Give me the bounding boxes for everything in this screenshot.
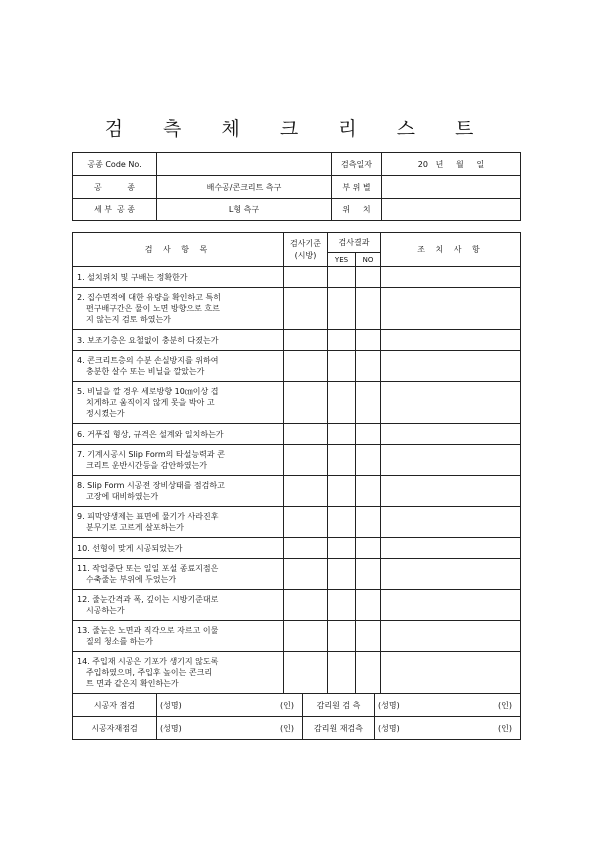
label-part: 부 위 별: [332, 176, 382, 199]
checklist-action-cell[interactable]: [381, 382, 521, 424]
checklist-row: [73, 330, 521, 351]
checklist-action-cell[interactable]: [381, 652, 521, 694]
label-location: 위 치: [332, 199, 382, 221]
checklist-action-cell[interactable]: [381, 507, 521, 538]
checklist-item-text: [73, 351, 284, 382]
checklist-yes-cell[interactable]: [328, 538, 356, 559]
checklist-yes-cell[interactable]: [328, 330, 356, 351]
checklist-no-cell[interactable]: [356, 288, 381, 330]
contractor-recheck-label: 시공자재점검: [73, 717, 157, 740]
checklist-row: [73, 382, 521, 424]
supervisor-reinspect-label: 감리원 재검측: [303, 717, 375, 740]
checklist-item-text: [73, 288, 284, 330]
checklist-no-cell[interactable]: [356, 590, 381, 621]
supervisor-inspect-label: 감리원 검 측: [303, 694, 375, 717]
checklist-item-text: [73, 621, 284, 652]
checklist-basis-cell[interactable]: [284, 445, 328, 476]
checklist-item-line: 시공하는가: [86, 606, 125, 615]
checklist-row: [73, 445, 521, 476]
checklist-action-cell[interactable]: [381, 267, 521, 288]
col-basis-sub-label: (시방): [294, 250, 317, 260]
header-table: [72, 152, 521, 221]
checklist-action-cell[interactable]: [381, 330, 521, 351]
checklist-item-text: [73, 538, 284, 559]
checklist-action-cell[interactable]: [381, 351, 521, 382]
checklist-yes-cell[interactable]: [328, 559, 356, 590]
checklist-yes-cell[interactable]: [328, 288, 356, 330]
checklist-basis-cell[interactable]: [284, 476, 328, 507]
checklist-item-text: [73, 330, 284, 351]
checklist-basis-cell[interactable]: [284, 267, 328, 288]
checklist-item-line: 고장에 대비하였는가: [86, 492, 159, 501]
checklist-item-text: [73, 652, 284, 694]
checklist-item-text: [73, 476, 284, 507]
checklist-row: [73, 652, 521, 694]
checklist-item-line: 8. Slip Form 시공전 장비상태를 점검하고: [77, 481, 225, 490]
supervisor-reinspect-name-field[interactable]: (성명): [375, 717, 441, 740]
checklist-item-line: 7. 기계시공시 Slip Form의 타설능력과 콘: [77, 450, 225, 459]
col-basis-header: [284, 233, 328, 267]
checklist-basis-cell[interactable]: [284, 424, 328, 445]
checklist-row: [73, 476, 521, 507]
checklist-yes-cell[interactable]: [328, 424, 356, 445]
checklist-item-line: 11. 작업중단 또는 일일 포설 종료지점은: [77, 564, 219, 573]
contractor-recheck-name-field[interactable]: (성명): [157, 717, 223, 740]
checklist-yes-cell[interactable]: [328, 621, 356, 652]
checklist-item-text: [73, 382, 284, 424]
checklist-row: [73, 288, 521, 330]
label-sub-work-type: 세 부 공 종: [73, 199, 157, 221]
checklist-row: [73, 507, 521, 538]
checklist-basis-cell[interactable]: [284, 507, 328, 538]
checklist-item-text: [73, 590, 284, 621]
checklist-no-cell[interactable]: [356, 445, 381, 476]
checklist-table: [72, 232, 521, 694]
checklist-item-line: 12. 줄눈간격과 폭, 깊이는 시방기준대로: [77, 595, 219, 604]
checklist-item-line: 질의 청소를 하는가: [86, 637, 153, 646]
checklist-item-text: [73, 445, 284, 476]
checklist-item-text: [73, 559, 284, 590]
col-no-header: NO: [356, 253, 381, 267]
checklist-action-cell[interactable]: [381, 445, 521, 476]
checklist-no-cell[interactable]: [356, 382, 381, 424]
checklist-row: [73, 621, 521, 652]
checklist-action-cell[interactable]: [381, 590, 521, 621]
supervisor-reinspect-seal: (인): [441, 717, 521, 740]
checklist-action-cell[interactable]: [381, 476, 521, 507]
checklist-no-cell[interactable]: [356, 267, 381, 288]
checklist-yes-cell[interactable]: [328, 507, 356, 538]
checklist-basis-cell[interactable]: [284, 538, 328, 559]
checklist-no-cell[interactable]: [356, 351, 381, 382]
checklist-action-cell[interactable]: [381, 538, 521, 559]
document-title: 검 측 체 크 리 스 트: [104, 118, 491, 140]
checklist-item-line: 주입하였으며, 주입후 높이는 콘크리: [86, 668, 213, 677]
checklist-item-line: 크리트 운반시간등을 감안하였는가: [86, 461, 208, 470]
checklist-item-line: 분무기로 고르게 살포하는가: [86, 523, 184, 532]
checklist-item-line: 지 않는지 검토 하였는가: [86, 315, 171, 324]
sub-work-type-value[interactable]: L형 측구: [157, 199, 332, 221]
checklist-item-text: [73, 507, 284, 538]
checklist-basis-cell[interactable]: [284, 652, 328, 694]
checklist-item-line: 10. 선형이 맞게 시공되었는가: [77, 543, 183, 553]
checklist-no-cell[interactable]: [356, 652, 381, 694]
label-work-type: 공 종: [73, 176, 157, 199]
checklist-yes-cell[interactable]: [328, 590, 356, 621]
supervisor-name-field[interactable]: (성명): [375, 694, 441, 717]
checklist-action-cell[interactable]: [381, 288, 521, 330]
checklist-no-cell[interactable]: [356, 507, 381, 538]
checklist-yes-cell[interactable]: [328, 445, 356, 476]
col-action-header: 조 치 사 항: [381, 233, 521, 267]
checklist-no-cell[interactable]: [356, 476, 381, 507]
checklist-no-cell[interactable]: [356, 559, 381, 590]
col-basis-label: 검사기준: [290, 238, 321, 248]
checklist-item-line: 3. 보조기층은 요철없이 충분히 다졌는가: [77, 335, 219, 345]
label-date: 검측일자: [332, 153, 382, 176]
checklist-action-cell[interactable]: [381, 559, 521, 590]
checklist-yes-cell[interactable]: [328, 382, 356, 424]
checklist-rows: [73, 267, 521, 694]
checklist-row: [73, 590, 521, 621]
checklist-basis-cell[interactable]: [284, 288, 328, 330]
code-value[interactable]: [157, 153, 332, 176]
checklist-item-line: 치게하고 움직이지 않게 못을 박아 고: [86, 398, 215, 407]
contractor-check-label: 시공자 점검: [73, 694, 157, 717]
col-yes-header: YES: [328, 253, 356, 267]
checklist-no-cell[interactable]: [356, 621, 381, 652]
checklist-item-line: 14. 주입재 시공은 기포가 생기지 않도록: [77, 657, 219, 666]
checklist-item-text: [73, 267, 284, 288]
checklist-no-cell[interactable]: [356, 330, 381, 351]
checklist-basis-cell[interactable]: [284, 351, 328, 382]
date-value[interactable]: 20 년 월 일: [382, 153, 521, 176]
checklist-row: [73, 538, 521, 559]
checklist-item-line: 트 면과 같은지 확인하는가: [86, 679, 179, 688]
contractor-seal: (인): [223, 694, 303, 717]
checklist-yes-cell[interactable]: [328, 267, 356, 288]
checklist-yes-cell[interactable]: [328, 652, 356, 694]
checklist-no-cell[interactable]: [356, 538, 381, 559]
checklist-item-line: 13. 줄눈은 노면과 직각으로 자르고 이물: [77, 626, 219, 635]
contractor-recheck-seal: (인): [223, 717, 303, 740]
checklist-row: [73, 559, 521, 590]
location-value[interactable]: [382, 199, 521, 221]
checklist-basis-cell[interactable]: [284, 330, 328, 351]
checklist-item-line: 충분한 살수 또는 비닐을 깔았는가: [86, 367, 205, 376]
checklist-row: [73, 351, 521, 382]
signature-table: [72, 693, 521, 740]
checklist-item-line: 5. 비닐을 깔 경우 세로방향 10㎝이상 겹: [77, 387, 219, 396]
col-item-header: 검 사 항 목: [73, 233, 284, 267]
contractor-name-field[interactable]: (성명): [157, 694, 223, 717]
checklist-item-line: 1. 설치위치 및 구배는 정확한가: [77, 272, 188, 282]
label-code: 공종 Code No.: [73, 153, 157, 176]
checklist-basis-cell[interactable]: [284, 590, 328, 621]
checklist-item-text: [73, 424, 284, 445]
checklist-row: [73, 267, 521, 288]
checklist-yes-cell[interactable]: [328, 351, 356, 382]
supervisor-seal: (인): [441, 694, 521, 717]
checklist-action-cell[interactable]: [381, 424, 521, 445]
checklist-row: [73, 424, 521, 445]
checklist-action-cell[interactable]: [381, 621, 521, 652]
checklist-no-cell[interactable]: [356, 424, 381, 445]
checklist-item-line: 수축줄눈 부위에 두었는가: [86, 575, 177, 584]
checklist-yes-cell[interactable]: [328, 476, 356, 507]
checklist-basis-cell[interactable]: [284, 382, 328, 424]
checklist-item-line: 9. 피막양생제는 표면에 물기가 사라진후: [77, 512, 219, 521]
checklist-item-line: 정시켰는가: [86, 409, 125, 418]
checklist-item-line: 4. 콘크리트층의 수분 손실방지를 위하여: [77, 356, 219, 365]
col-result-header: 검사결과: [328, 233, 381, 253]
checklist-basis-cell[interactable]: [284, 559, 328, 590]
checklist-basis-cell[interactable]: [284, 621, 328, 652]
checklist-item-line: 6. 거푸집 형상, 규격은 설계와 일치하는가: [77, 429, 224, 439]
work-type-value[interactable]: 배수공/콘크리트 측구: [157, 176, 332, 199]
checklist-item-line: 편구배구간은 물이 노면 방향으로 흐르: [86, 304, 220, 313]
part-value[interactable]: [382, 176, 521, 199]
checklist-item-line: 2. 집수면적에 대한 유량을 확인하고 특히: [77, 293, 221, 302]
